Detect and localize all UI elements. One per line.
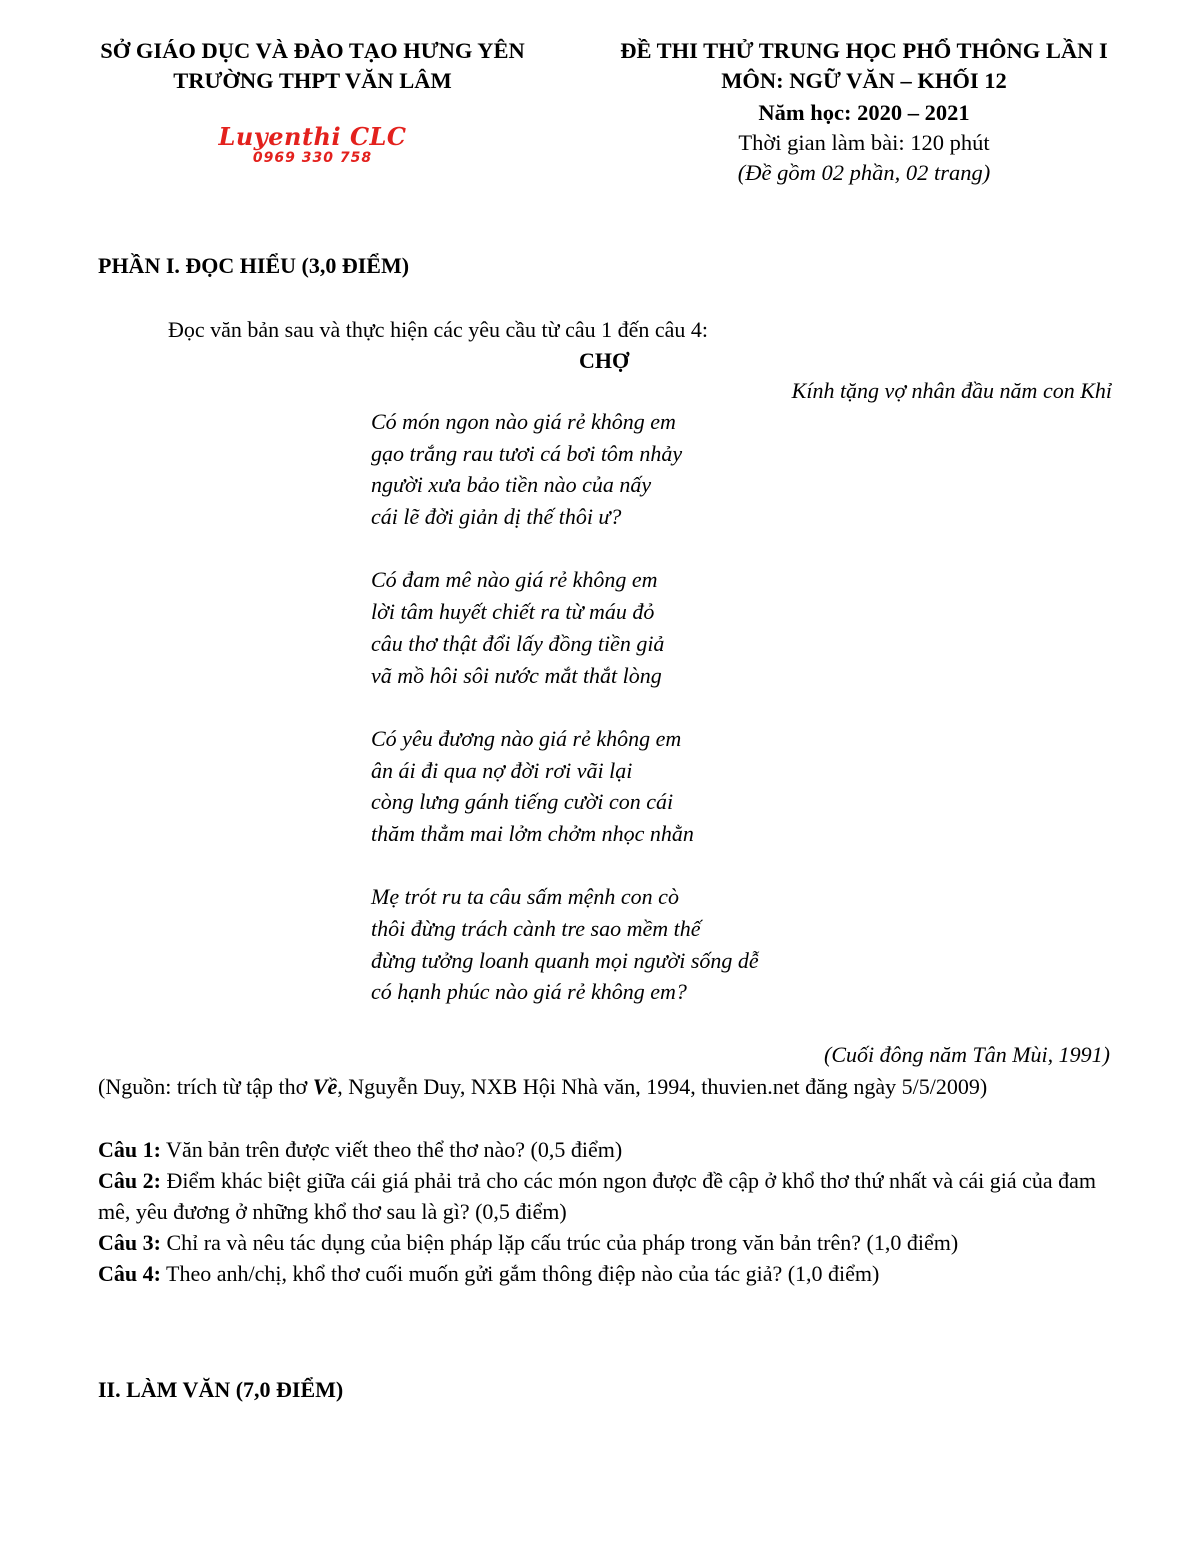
poem-source bbox=[98, 1071, 987, 1103]
exam-subject: MÔN: NGỮ VĂN – KHỐI 12 bbox=[721, 68, 1007, 93]
poem-line: cái lẽ đời giản dị thế thôi ư? bbox=[371, 504, 622, 530]
poem-body bbox=[371, 406, 759, 1008]
question-label: Câu 2: bbox=[98, 1168, 161, 1193]
stanza bbox=[371, 881, 759, 1008]
header-department bbox=[60, 36, 565, 96]
poem-line: người xưa bảo tiền nào của nấy bbox=[371, 472, 652, 498]
source-book-title: Về bbox=[312, 1074, 338, 1099]
poem-line: câu thơ thật đổi lấy đồng tiền giả bbox=[371, 630, 665, 656]
poem-line: Có yêu đương nào giá rẻ không em bbox=[371, 725, 682, 751]
question bbox=[98, 1165, 1118, 1227]
poem-line: đừng tưởng loanh quanh mọi người sống dễ bbox=[371, 947, 759, 973]
poem-line: ân ái đi qua nợ đời rơi vãi lại bbox=[371, 757, 633, 783]
poem-line: Mẹ trót ru ta câu sấm mệnh con cò bbox=[371, 884, 679, 910]
question-label: Câu 4: bbox=[98, 1261, 161, 1286]
poem-line: gạo trắng rau tươi cá bơi tôm nhảy bbox=[371, 440, 683, 466]
poem-title: CHỢ bbox=[578, 348, 630, 373]
question bbox=[98, 1134, 1118, 1165]
poem-line: thôi đừng trách cành tre sao mềm thế bbox=[371, 916, 701, 941]
poem-date: (Cuối đông năm Tân Mùi, 1991) bbox=[824, 1042, 1110, 1067]
question-text: Chỉ ra và nêu tác dụng của biện pháp lặp cấu trúc của pháp trong văn bản trên? (1,0 điểm) bbox=[160, 1230, 959, 1255]
stanza bbox=[371, 723, 759, 850]
department-name: SỞ GIÁO DỤC VÀ ĐÀO TẠO HƯNG YÊN bbox=[100, 38, 525, 63]
question bbox=[98, 1227, 1118, 1258]
poem-line: có hạnh phúc nào giá rẻ không em? bbox=[371, 979, 687, 1005]
poem-line: còng lưng gánh tiếng cười con cái bbox=[371, 789, 674, 815]
exam-pages: (Đề gồm 02 phần, 02 trang) bbox=[737, 160, 991, 185]
question-text: Theo anh/chị, khổ thơ cuối muốn gửi gắm thông điệp nào của tác giả? (1,0 điểm) bbox=[160, 1261, 880, 1286]
stanza bbox=[371, 406, 759, 533]
question-label: Câu 1: bbox=[98, 1137, 161, 1162]
reading-instruction: Đọc văn bản sau và thực hiện các yêu cầu từ câu 1 đến câu 4: bbox=[168, 317, 709, 342]
poem-line: vã mồ hôi sôi nước mắt thắt lòng bbox=[371, 662, 662, 688]
question-text: Điểm khác biệt giữa cái giá phải trả cho các món ngon được đề cập ở khổ thơ thứ nhất và cái giá của đam mê, yêu đương ở những khổ thơ sau là gì? (0,5 điểm) bbox=[98, 1168, 1097, 1224]
part2-heading: II. LÀM VĂN (7,0 ĐIỂM) bbox=[98, 1377, 344, 1402]
logo-brand: Luyenthi CLC bbox=[218, 122, 407, 151]
header-exam-info bbox=[578, 36, 1150, 188]
school-name: TRƯỜNG THPT VĂN LÂM bbox=[173, 68, 452, 93]
source-suffix: , Nguyễn Duy, NXB Hội Nhà văn, 1994, thuvien.net đăng ngày 5/5/2009) bbox=[337, 1074, 988, 1099]
question-list bbox=[98, 1134, 1118, 1289]
part1-heading: PHẦN I. ĐỌC HIỂU (3,0 ĐIỂM) bbox=[98, 253, 410, 278]
question-text: Văn bản trên được viết theo thể thơ nào? (0,5 điểm) bbox=[160, 1137, 623, 1162]
poem-line: lời tâm huyết chiết ra từ máu đỏ bbox=[371, 599, 655, 625]
poem-line: thăm thẳm mai lởm chởm nhọc nhằn bbox=[371, 820, 694, 846]
exam-year: Năm học: 2020 – 2021 bbox=[758, 100, 970, 125]
logo-phone: 0969 330 758 bbox=[252, 150, 373, 166]
question bbox=[98, 1258, 1118, 1289]
stanza bbox=[371, 564, 759, 691]
question-label: Câu 3: bbox=[98, 1230, 161, 1255]
logo bbox=[205, 124, 420, 166]
exam-title: ĐỀ THI THỬ TRUNG HỌC PHỔ THÔNG LẦN I bbox=[620, 38, 1108, 63]
poem-line: Có đam mê nào giá rẻ không em bbox=[371, 567, 658, 593]
source-prefix: (Nguồn: trích từ tập thơ bbox=[98, 1074, 313, 1099]
exam-duration: Thời gian làm bài: 120 phút bbox=[738, 130, 990, 155]
poem-line: Có món ngon nào giá rẻ không em bbox=[371, 409, 676, 434]
poem-dedication: Kính tặng vợ nhân đầu năm con Khỉ bbox=[791, 378, 1112, 403]
